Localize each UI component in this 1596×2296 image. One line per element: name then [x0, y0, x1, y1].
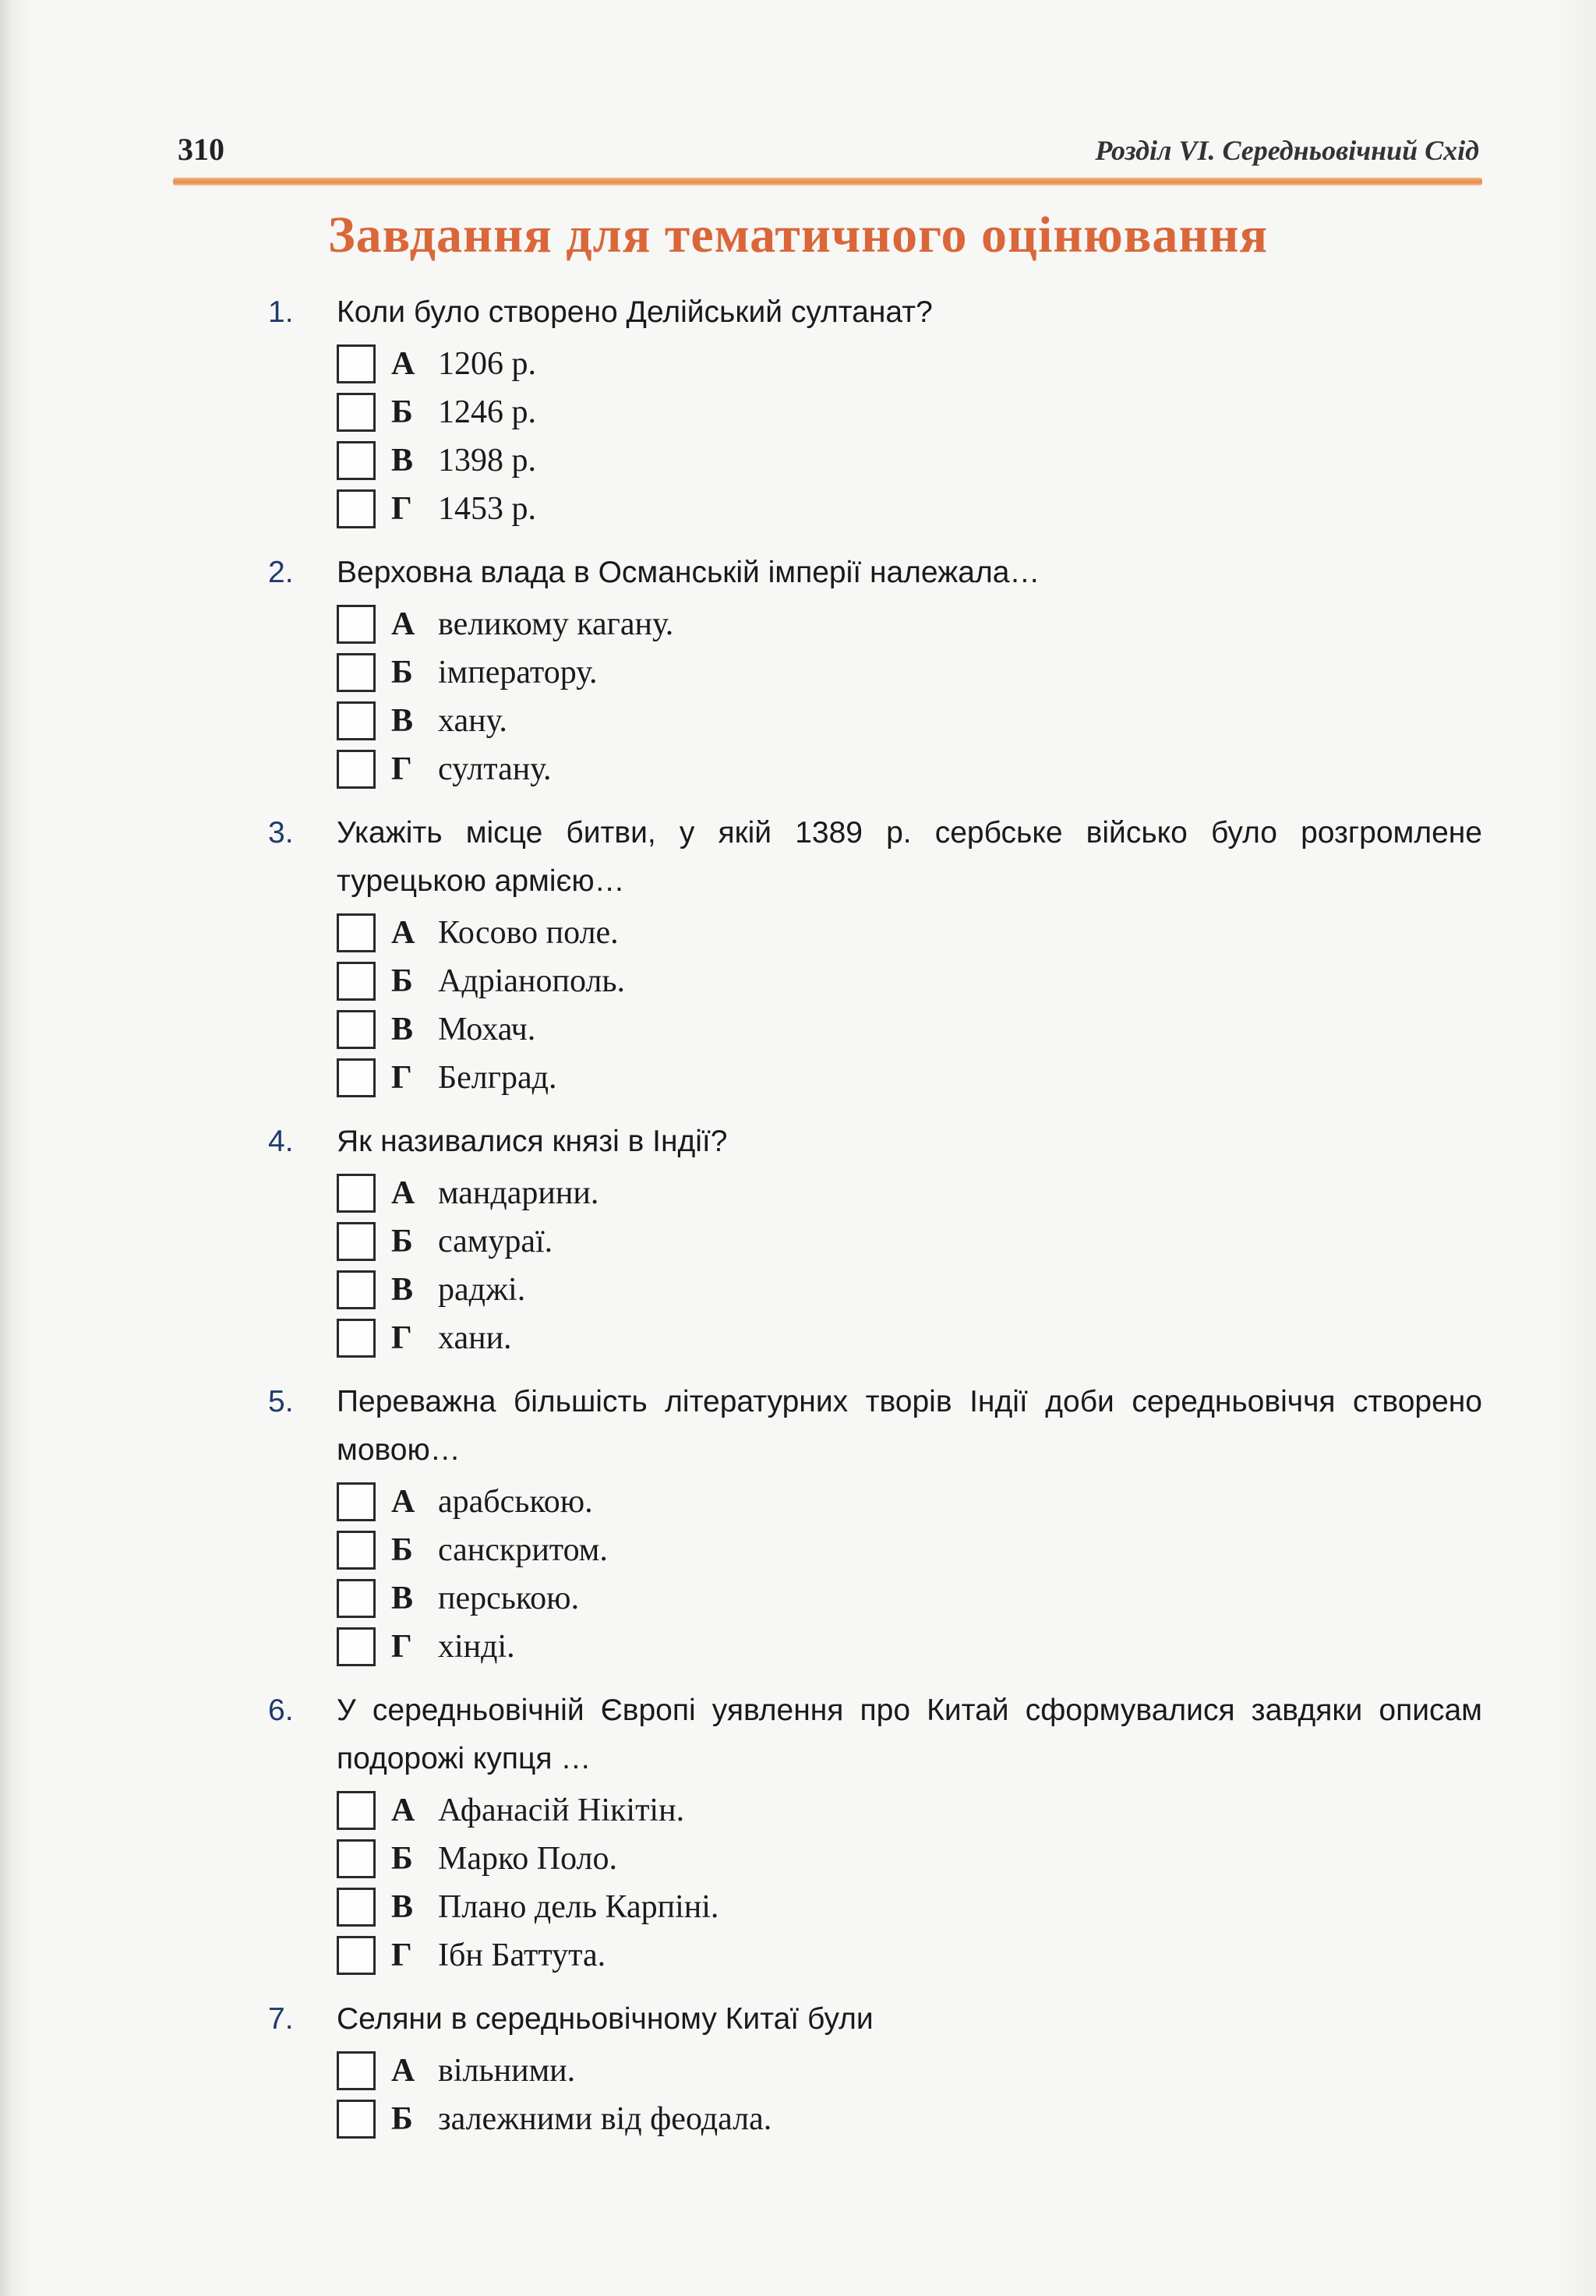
question-text: Укажіть місце битви, у якій 1389 р. сербське військо було розгромлене турецькою армією… — [337, 816, 1482, 898]
answer-checkbox[interactable] — [337, 750, 376, 789]
option-text: султану. — [438, 751, 552, 787]
answer-options — [337, 600, 1482, 793]
option-text: залежними від феодала. — [438, 2101, 772, 2137]
answer-checkbox[interactable] — [337, 1936, 376, 1975]
answer-checkbox[interactable] — [337, 344, 376, 383]
option-letter: А — [391, 346, 415, 382]
answer-option[interactable] — [337, 697, 1482, 745]
option-letter: А — [391, 2053, 415, 2089]
answer-option[interactable] — [337, 745, 1482, 793]
header-rule — [173, 178, 1482, 185]
option-text: імператору. — [438, 655, 598, 691]
option-text: Афанасій Нікітін. — [438, 1793, 685, 1828]
answer-checkbox[interactable] — [337, 1579, 376, 1618]
answer-options — [337, 1169, 1482, 1362]
question-number: 6. — [268, 1694, 294, 1727]
answer-checkbox[interactable] — [337, 1531, 376, 1570]
option-text: 1453 р. — [438, 491, 536, 527]
question-text: Переважна більшість літературних творів Індії доби середньовіччя створено мовою… — [337, 1385, 1482, 1467]
answer-option[interactable] — [337, 648, 1482, 697]
option-text: хани. — [438, 1320, 512, 1356]
option-letter: В — [391, 1272, 414, 1308]
answer-checkbox[interactable] — [337, 1791, 376, 1830]
question-row — [268, 549, 1482, 597]
question-row — [268, 1378, 1482, 1475]
answer-option[interactable] — [337, 1574, 1482, 1623]
answer-checkbox[interactable] — [337, 1222, 376, 1261]
question-text: Як називалися князі в Індії? — [337, 1125, 728, 1158]
option-text: Мохач. — [438, 1012, 536, 1047]
option-text: хінді. — [438, 1629, 515, 1665]
question-number: 5. — [268, 1385, 294, 1418]
answer-options — [337, 2047, 1482, 2143]
answer-checkbox[interactable] — [337, 393, 376, 432]
question-row — [268, 288, 1482, 337]
running-head: Розділ VI. Середньовічний Схід — [1095, 135, 1479, 166]
answer-checkbox[interactable] — [337, 962, 376, 1001]
answer-option[interactable] — [337, 1623, 1482, 1671]
question-text: У середньовічній Європі уявлення про Китай сформувалися завдяки описам подорожі купця … — [337, 1694, 1482, 1775]
option-letter: Г — [391, 1060, 412, 1096]
question-1 — [268, 288, 1482, 533]
option-letter: Б — [391, 2101, 413, 2137]
answer-checkbox[interactable] — [337, 653, 376, 692]
answer-checkbox[interactable] — [337, 2051, 376, 2090]
question-number: 7. — [268, 2002, 294, 2036]
option-letter: Г — [391, 1320, 412, 1356]
question-row — [268, 1995, 1482, 2043]
answer-checkbox[interactable] — [337, 2100, 376, 2139]
answer-option[interactable] — [337, 1314, 1482, 1362]
question-number: 1. — [268, 295, 294, 329]
option-letter: Г — [391, 1937, 412, 1973]
question-row — [268, 1118, 1482, 1166]
option-text: Адріанополь. — [438, 963, 626, 999]
answer-option[interactable] — [337, 2047, 1482, 2095]
answer-option[interactable] — [337, 1169, 1482, 1217]
option-letter: Г — [391, 751, 412, 787]
option-text: 1246 р. — [438, 394, 536, 430]
answer-option[interactable] — [337, 1217, 1482, 1266]
option-letter: В — [391, 1012, 414, 1047]
option-text: Плано дель Карпіні. — [438, 1889, 719, 1925]
answer-option[interactable] — [337, 1835, 1482, 1883]
answer-checkbox[interactable] — [337, 1319, 376, 1358]
question-text: Селяни в середньовічному Китаї були — [337, 2002, 874, 2036]
question-7 — [268, 1995, 1482, 2143]
option-text: вільними. — [438, 2053, 576, 2089]
answer-option[interactable] — [337, 436, 1482, 485]
question-number: 2. — [268, 556, 294, 589]
answer-option[interactable] — [337, 485, 1482, 533]
answer-checkbox[interactable] — [337, 1839, 376, 1878]
option-text: мандарини. — [438, 1175, 599, 1211]
question-list — [268, 288, 1482, 2159]
answer-option[interactable] — [337, 388, 1482, 436]
answer-options — [337, 909, 1482, 1102]
answer-checkbox[interactable] — [337, 913, 376, 952]
answer-checkbox[interactable] — [337, 1627, 376, 1666]
option-letter: А — [391, 1484, 415, 1520]
answer-checkbox[interactable] — [337, 489, 376, 528]
question-text: Верховна влада в Османській імперії належала… — [337, 556, 1040, 589]
answer-options — [337, 1786, 1482, 1980]
option-letter: А — [391, 915, 415, 951]
answer-checkbox[interactable] — [337, 1010, 376, 1049]
option-letter: Б — [391, 1224, 413, 1259]
option-text: санскритом. — [438, 1532, 608, 1568]
answer-checkbox[interactable] — [337, 1058, 376, 1097]
option-text: перською. — [438, 1581, 580, 1616]
question-6 — [268, 1687, 1482, 1980]
option-letter: Б — [391, 1841, 413, 1877]
option-letter: В — [391, 703, 414, 739]
answer-checkbox[interactable] — [337, 1888, 376, 1927]
question-text: Коли було створено Делійський султанат? — [337, 295, 933, 329]
option-letter: Г — [391, 491, 412, 527]
answer-checkbox[interactable] — [337, 605, 376, 644]
answer-checkbox[interactable] — [337, 441, 376, 480]
answer-option[interactable] — [337, 600, 1482, 648]
question-row — [268, 1687, 1482, 1783]
option-text: 1398 р. — [438, 443, 536, 479]
option-text: Косово поле. — [438, 915, 619, 951]
option-text: 1206 р. — [438, 346, 536, 382]
page-header — [178, 131, 1479, 175]
answer-option[interactable] — [337, 2095, 1482, 2143]
option-letter: В — [391, 1889, 414, 1925]
answer-option[interactable] — [337, 1931, 1482, 1980]
option-letter: Б — [391, 963, 413, 999]
option-text: арабською. — [438, 1484, 593, 1520]
option-text: Ібн Баттута. — [438, 1937, 606, 1973]
option-letter: Г — [391, 1629, 412, 1665]
answer-checkbox[interactable] — [337, 701, 376, 740]
option-text: самураї. — [438, 1224, 553, 1259]
question-2 — [268, 549, 1482, 793]
option-text: Белград. — [438, 1060, 557, 1096]
answer-checkbox[interactable] — [337, 1270, 376, 1309]
answer-option[interactable] — [337, 1054, 1482, 1102]
answer-option[interactable] — [337, 1883, 1482, 1931]
page-title: Завдання для тематичного оцінювання — [327, 207, 1269, 263]
option-text: хану. — [438, 703, 507, 739]
question-number: 4. — [268, 1125, 294, 1158]
page-number: 310 — [178, 132, 224, 167]
option-text: раджі. — [438, 1272, 526, 1308]
option-letter: А — [391, 1175, 415, 1211]
option-text: великому кагану. — [438, 606, 674, 642]
option-letter: Б — [391, 655, 413, 691]
option-letter: А — [391, 606, 415, 642]
answer-checkbox[interactable] — [337, 1482, 376, 1521]
question-4 — [268, 1118, 1482, 1362]
question-3 — [268, 809, 1482, 1102]
answer-option[interactable] — [337, 1526, 1482, 1574]
option-letter: Б — [391, 1532, 413, 1568]
option-letter: Б — [391, 394, 413, 430]
answer-options — [337, 1478, 1482, 1671]
option-text: Марко Поло. — [438, 1841, 617, 1877]
question-number: 3. — [268, 816, 294, 850]
option-letter: В — [391, 1581, 414, 1616]
answer-option[interactable] — [337, 1266, 1482, 1314]
answer-checkbox[interactable] — [337, 1174, 376, 1213]
answer-option[interactable] — [337, 957, 1482, 1005]
option-letter: В — [391, 443, 414, 479]
answer-option[interactable] — [337, 909, 1482, 957]
answer-option[interactable] — [337, 340, 1482, 388]
answer-option[interactable] — [337, 1478, 1482, 1526]
answer-option[interactable] — [337, 1786, 1482, 1835]
answer-options — [337, 340, 1482, 533]
option-letter: А — [391, 1793, 415, 1828]
question-5 — [268, 1378, 1482, 1671]
question-row — [268, 809, 1482, 906]
answer-option[interactable] — [337, 1005, 1482, 1054]
